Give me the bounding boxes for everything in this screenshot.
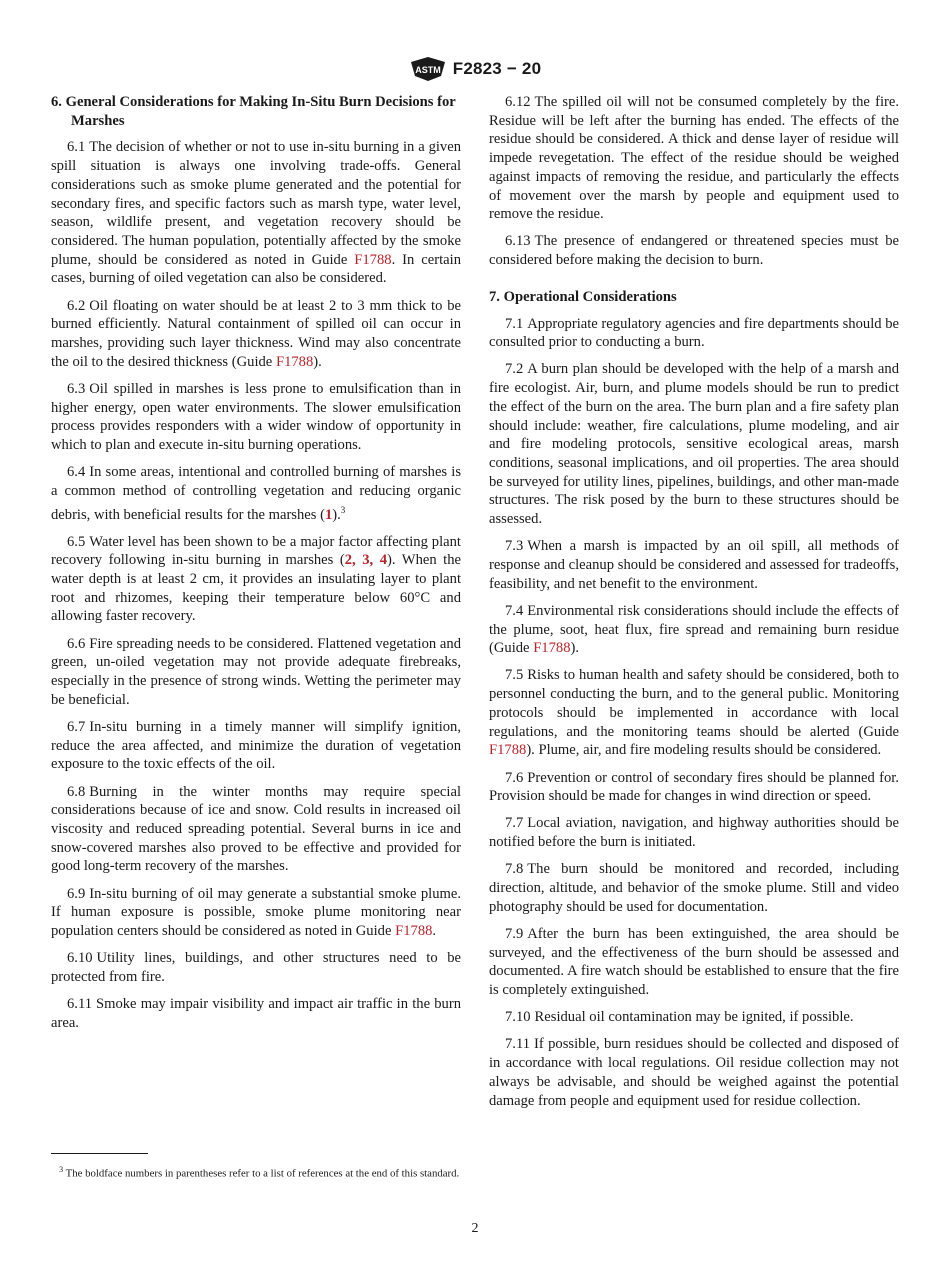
paragraph-7-8: 7.8 The burn should be monitored and recorded, including direction, altitude, and behavior of the smoke plume. Still and video photography should be used for documentation. [489,861,899,915]
paragraph-7-7: 7.7 Local aviation, navigation, and highway authorities should be notified before the burn is initiated. [489,815,899,851]
paragraph-6-3: 6.3 Oil spilled in marshes is less prone to emulsification than in higher energy, open water environments. The slower emulsification process provides responders with a wider window of opportunity in which to plan and execute in-situ burning operations. [51,380,461,453]
paragraph-7-10: 7.10 Residual oil contamination may be ignited, if possible. [505,1009,854,1026]
reference-link[interactable]: F1788 [533,640,571,657]
reference-link[interactable]: F1788 [489,742,527,759]
paragraph-6-7: 6.7 In-situ burning in a timely manner will simplify ignition, reduce the area affected, and minimize the duration of vegetation exposure to the toxic effects of the oil. [51,718,461,773]
paragraph-7-9: 7.9 After the burn has been extinguished, the area should be surveyed, and the effectiveness of the burn should be assessed and documented. A fire watch should be established to ensure that the fire is completely extinguished. [489,925,899,999]
footnote: $^3$ The boldface numbers in parentheses refer to a list of references at the end of this standard. [59,1165,460,1180]
paragraph-6-13: 6.13 The presence of endangered or threatened species must be considered before making the decision to burn. [489,233,899,269]
paragraph-6-11: 6.11 Smoke may impair visibility and impact air traffic in the burn area. [51,996,461,1031]
section-6-heading: 6. General Considerations for Making In-Situ Burn Decisions for Marshes [51,94,456,129]
paragraph-6-9: 6.9 In-situ burning of oil may generate a substantial smoke plume. If human exposure is possible, smoke plume monitoring near population centers should be considered as noted in Guide F1788. [51,885,461,939]
right-column [489,93,899,1119]
page-header [0,56,950,82]
footnote-divider [51,1153,148,1154]
astm-logo-icon [409,56,447,82]
paragraph-6-8: 6.8 Burning in the winter months may require special considerations because of ice and snow. Cold results in increased oil viscosity and reduced spreading potential. Several burns in ice and snow-covered marshes also proved to be effective and provided for good long-term recovery of the marshes. [51,783,461,875]
paragraph-7-2: 7.2 A burn plan should be developed with the help of a marsh and fire ecologist. Air, burn, and plume models should be run to predict the effect of the burn on the area. The burn plan and a fire safety plan should include: weather, fire calculations, plume modeling, and air and fire modeling protocols, sensitive ecological areas, marsh conditions, seasonal implications, and oil properties. The area should be surveyed for utility lines, pipelines, buildings, and other man-made structures. The risk posed by the burn to these structures should be assessed. [489,361,899,528]
paragraph-7-3: 7.3 When a marsh is impacted by an oil spill, all methods of response and cleanup should be considered and assessed for tradeoffs, feasibility, and net benefit to the environment. [489,538,899,592]
paragraph-7-1: 7.1 Appropriate regulatory agencies and fire departments should be consulted prior to conducting a burn. [489,315,899,351]
paragraph-7-11: 7.11 If possible, burn residues should be collected and disposed of in accordance with local regulations. Oil residue collection may not always be advisable, and should be weighed against the potential damage from people and equipment used for residue collection. [489,1036,899,1109]
paragraph-6-1: 6.1 The decision of whether or not to use in-situ burning in a given spill situation is always one involving trade-offs. General considerations such as smoke plume generated and the potential for secondary fires, and specific factors such as marsh type, water level, season, wildlife present, and vegetation recovery should be considered. The human population, potentially affected by the smoke plume, should be considered as noted in Guide F1788. In certain cases, burning of oiled vegetation can also be considered. [51,139,461,287]
paragraph-6-2: 6.2 Oil floating on water should be at least 2 to 3 mm thick to be burned efficiently. Natural containment of spilled oil can occur in marshes, providing such layer thickness. Wind may also concentrate the oil to the desired thickness (Guide F1788). [51,297,461,370]
footnote-marker[interactable]: 3 [340,504,346,515]
reference-link[interactable]: 2, 3, 4 [344,552,388,569]
paragraph-7-5: 7.5 Risks to human health and safety should be considered, both to personnel conducting the burn, and to the general public. Monitoring protocols should be implemented in accordance with local regulations, and the monitoring teams should be alerted (Guide F1788). Plume, air, and fire modeling results should be considered. [489,667,899,759]
reference-link[interactable]: F1788 [395,922,433,939]
paragraph-6-10: 6.10 Utility lines, buildings, and other structures need to be protected from fire. [51,950,461,985]
paragraph-7-4: 7.4 Environmental risk considerations should include the effects of the plume, soot, heat flux, fire spread and remaining burn residue (Guide F1788). [489,602,899,657]
paragraph-6-4: 6.4 In some areas, intentional and controlled burning of marshes is a common method of controlling vegetation and reducing organic debris, with beneficial results for the marshes (1).$^3$ [51,464,461,523]
page-number: 2 [471,1221,479,1236]
reference-link[interactable]: F1788 [354,251,392,268]
paragraph-6-6: 6.6 Fire spreading needs to be considered. Flattened vegetation and green, un-oiled vegetation may not provide adequate firebreaks, especially in the presence of strong winds. Wetting the perimeter may be beneficial. [51,635,461,708]
section-7-heading: 7. Operational Considerations [489,288,677,305]
paragraph-6-12: 6.12 The spilled oil will not be consumed completely by the fire. Residue will be left after the burning has ended. The effects of the residue should be considered. A thick and dense layer of residue will impede revegetation. The effect of the residue should be weighed against impacts of removing the residue, and particularly the effects of movement over the marsh by people and equipment used to remove the residue. [489,94,899,223]
svg-text:ASTM: ASTM [415,65,441,75]
paragraph-7-6: 7.6 Prevention or control of secondary fires should be planned for. Provision should be made for changes in wind direction or speed. [489,769,899,805]
reference-link[interactable]: 1 [324,506,333,523]
reference-link[interactable]: F1788 [275,353,314,370]
left-column [51,93,461,1041]
paragraph-6-5: 6.5 Water level has been shown to be a major factor affecting plant recovery following in-situ burning in marshes (2, 3, 4). When the water depth is at least 2 cm, it provides an insulating layer to plant root and rhizomes, keeping their temperature below 60°C and allowing faster recovery. [51,533,462,625]
standard-designation: F2823 − 20 [452,59,542,78]
footnote-mark: 3 [59,1165,64,1174]
